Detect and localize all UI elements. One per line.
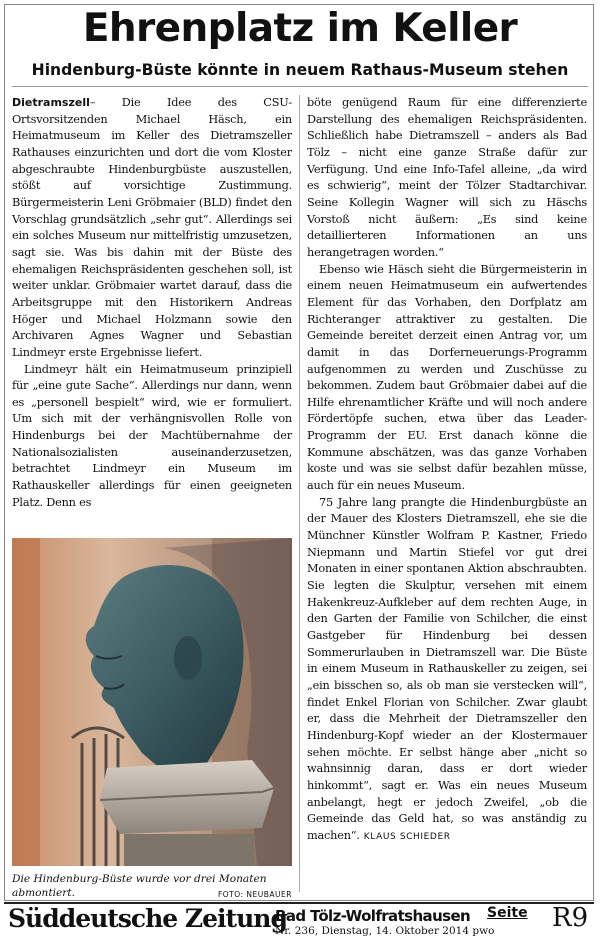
edition-name: Bad Tölz-Wolfratshausen	[275, 907, 471, 925]
photo-caption-block	[12, 872, 292, 902]
paragraph: Ebenso wie Häsch sieht die Bürgermeisterin in einem neuen Heimatmuseum ein aufwertendes Element für das Vorhaben, den Dorfplatz am Richteranger attraktiver zu gestalten. Die Gemeinde bereitet derzeit einen Antrag vor, um damit in das Dorferneuerungs-Programm aufgenommen zu werden und Zuschüsse zu bekommen. Zudem baut Gröbmaier dabei auf die Hilfe ehrenamtlicher Kräfte und will noch andere Fördertöpfe suchen, etwa über das Leader-Programm der EU. Erst danach könne die Kommune abschätzen, was das ganze Vorhaben koste und was sie selbst dafür bezahlen müsse, auch für ein neues Museum.	[307, 262, 587, 493]
paragraph: Lindmeyr hält ein Heimatmuseum prinzipiell für „eine gute Sache“. Allerdings nur dann, wenn es „personell bespielt“ wird, wie er formuliert. Um sich mit der verhängnisvollen Rolle von Hindenburgs bei der Machtübernahme der Nationalsozialisten auseinanderzusetzen, betrachtet Lindmeyr ein Museum im Rathauskeller allerdings für einen geeigneten Platz. Denn es	[12, 362, 292, 509]
headline: Ehrenplatz im Keller	[82, 6, 518, 51]
author-byline: KLAUS SCHIEDER	[363, 831, 451, 842]
seite-label: Seite	[487, 905, 528, 921]
header-divider	[12, 86, 588, 87]
paragraph: böte genügend Raum für eine differenzierte Darstellung des ehemaligen Reichspräsidenten. Schließlich habe Dietramszell – anders als Bad Tölz – nicht eine ganze Straße dafür zur Verfügung. Und eine Info-Tafel alleine, „da wird es schwierig“, meint der Tölzer Stadtarchivar. Seine Kollegin Wagner will sich zu Häschs Vorstoß nicht äußern: „Es sind keine detaillierteren Informationen an uns herangetragen worden.“	[307, 96, 587, 259]
paragraph-text: – Die Idee des CSU-Ortsvorsitzenden Michael Häsch, ein Heimatmuseum im Keller des Dietramszeller Rathauses einzurichten und dort die vom Kloster abgeschraubte Hindenburgbüste auszustellen, stößt auf vorsichtige Zustimmung. Bürgermeisterin Leni Gröbmaier (BLD) findet den Vorschlag grundsätzlich „sehr gut“. Allerdings sei ein solches Museum nur mittelfristig umzusetzen, sagt sie. Was bis dahin mit der Büste des ehemaligen Reichspräsidenten geschehen soll, ist weiter unklar. Gröbmaier wartet darauf, dass die Arbeitsgruppe mit den Historikern Andreas Höger und Michael Holzmann sowie den Archivaren Agnes Wagner und Sebastian Lindmeyr erste Ergebnisse liefert.	[12, 96, 292, 359]
newspaper-masthead: Süddeutsche Zeitung	[8, 904, 287, 933]
bust-illustration	[12, 538, 292, 866]
subheadline: Hindenburg-Büste könnte in neuem Rathaus-Museum stehen	[31, 61, 569, 79]
paragraph	[307, 495, 587, 846]
photo-credit: FOTO: NEUBAUER	[217, 890, 292, 899]
page-number: R9	[552, 903, 589, 933]
hindenburg-bust-photo	[12, 538, 292, 866]
dateline: Dietramszell	[12, 96, 90, 109]
column-divider	[299, 95, 300, 892]
photo-caption: Die Hindenburg-Büste wurde vor drei Monaten abmontiert.	[12, 873, 267, 899]
paragraph-text: 75 Jahre lang prangte die Hindenburgbüste an der Mauer des Klosters Dietramszell, ehe sie die Münchner Künstler Wolfram P. Kastner, Friedo Niepmann und Martin Stiefel vor gut drei Monaten in einer spontanen Aktion abschraubten. Sie legten die Skulptur, versehen mit einem Hakenkreuz-Aufkleber auf dem rechten Auge, in den Garten der Familie von Schilcher, die einst Gastgeber für Hindenburg bei dessen Sommerurlauben in Dietramszell war. Die Büste in einem Museum in Rathauskeller zu zeigen, sei „ein bisschen so, als ob man sie verstecken will“, findet Enkel Florian von Schilcher. Zwar glaubt er, dass die Mehrheit der Dietramszeller den Hindenburg-Kopf wieder an der Klostermauer sehen möchte. Er selbst hänge aber „nicht so wahnsinnig daran, dass er dort wieder hinkommt“, sagt er. Was ein neues Museum anbelangt, hegt er jedoch Zweifel, „ob die Gemeinde das Geld hat, so was anständig zu machen“.	[307, 495, 587, 842]
right-column	[307, 95, 587, 846]
paragraph	[12, 95, 292, 362]
left-column	[12, 95, 292, 511]
issue-line: Nr. 236, Dienstag, 14. Oktober 2014 pwo	[275, 925, 495, 937]
